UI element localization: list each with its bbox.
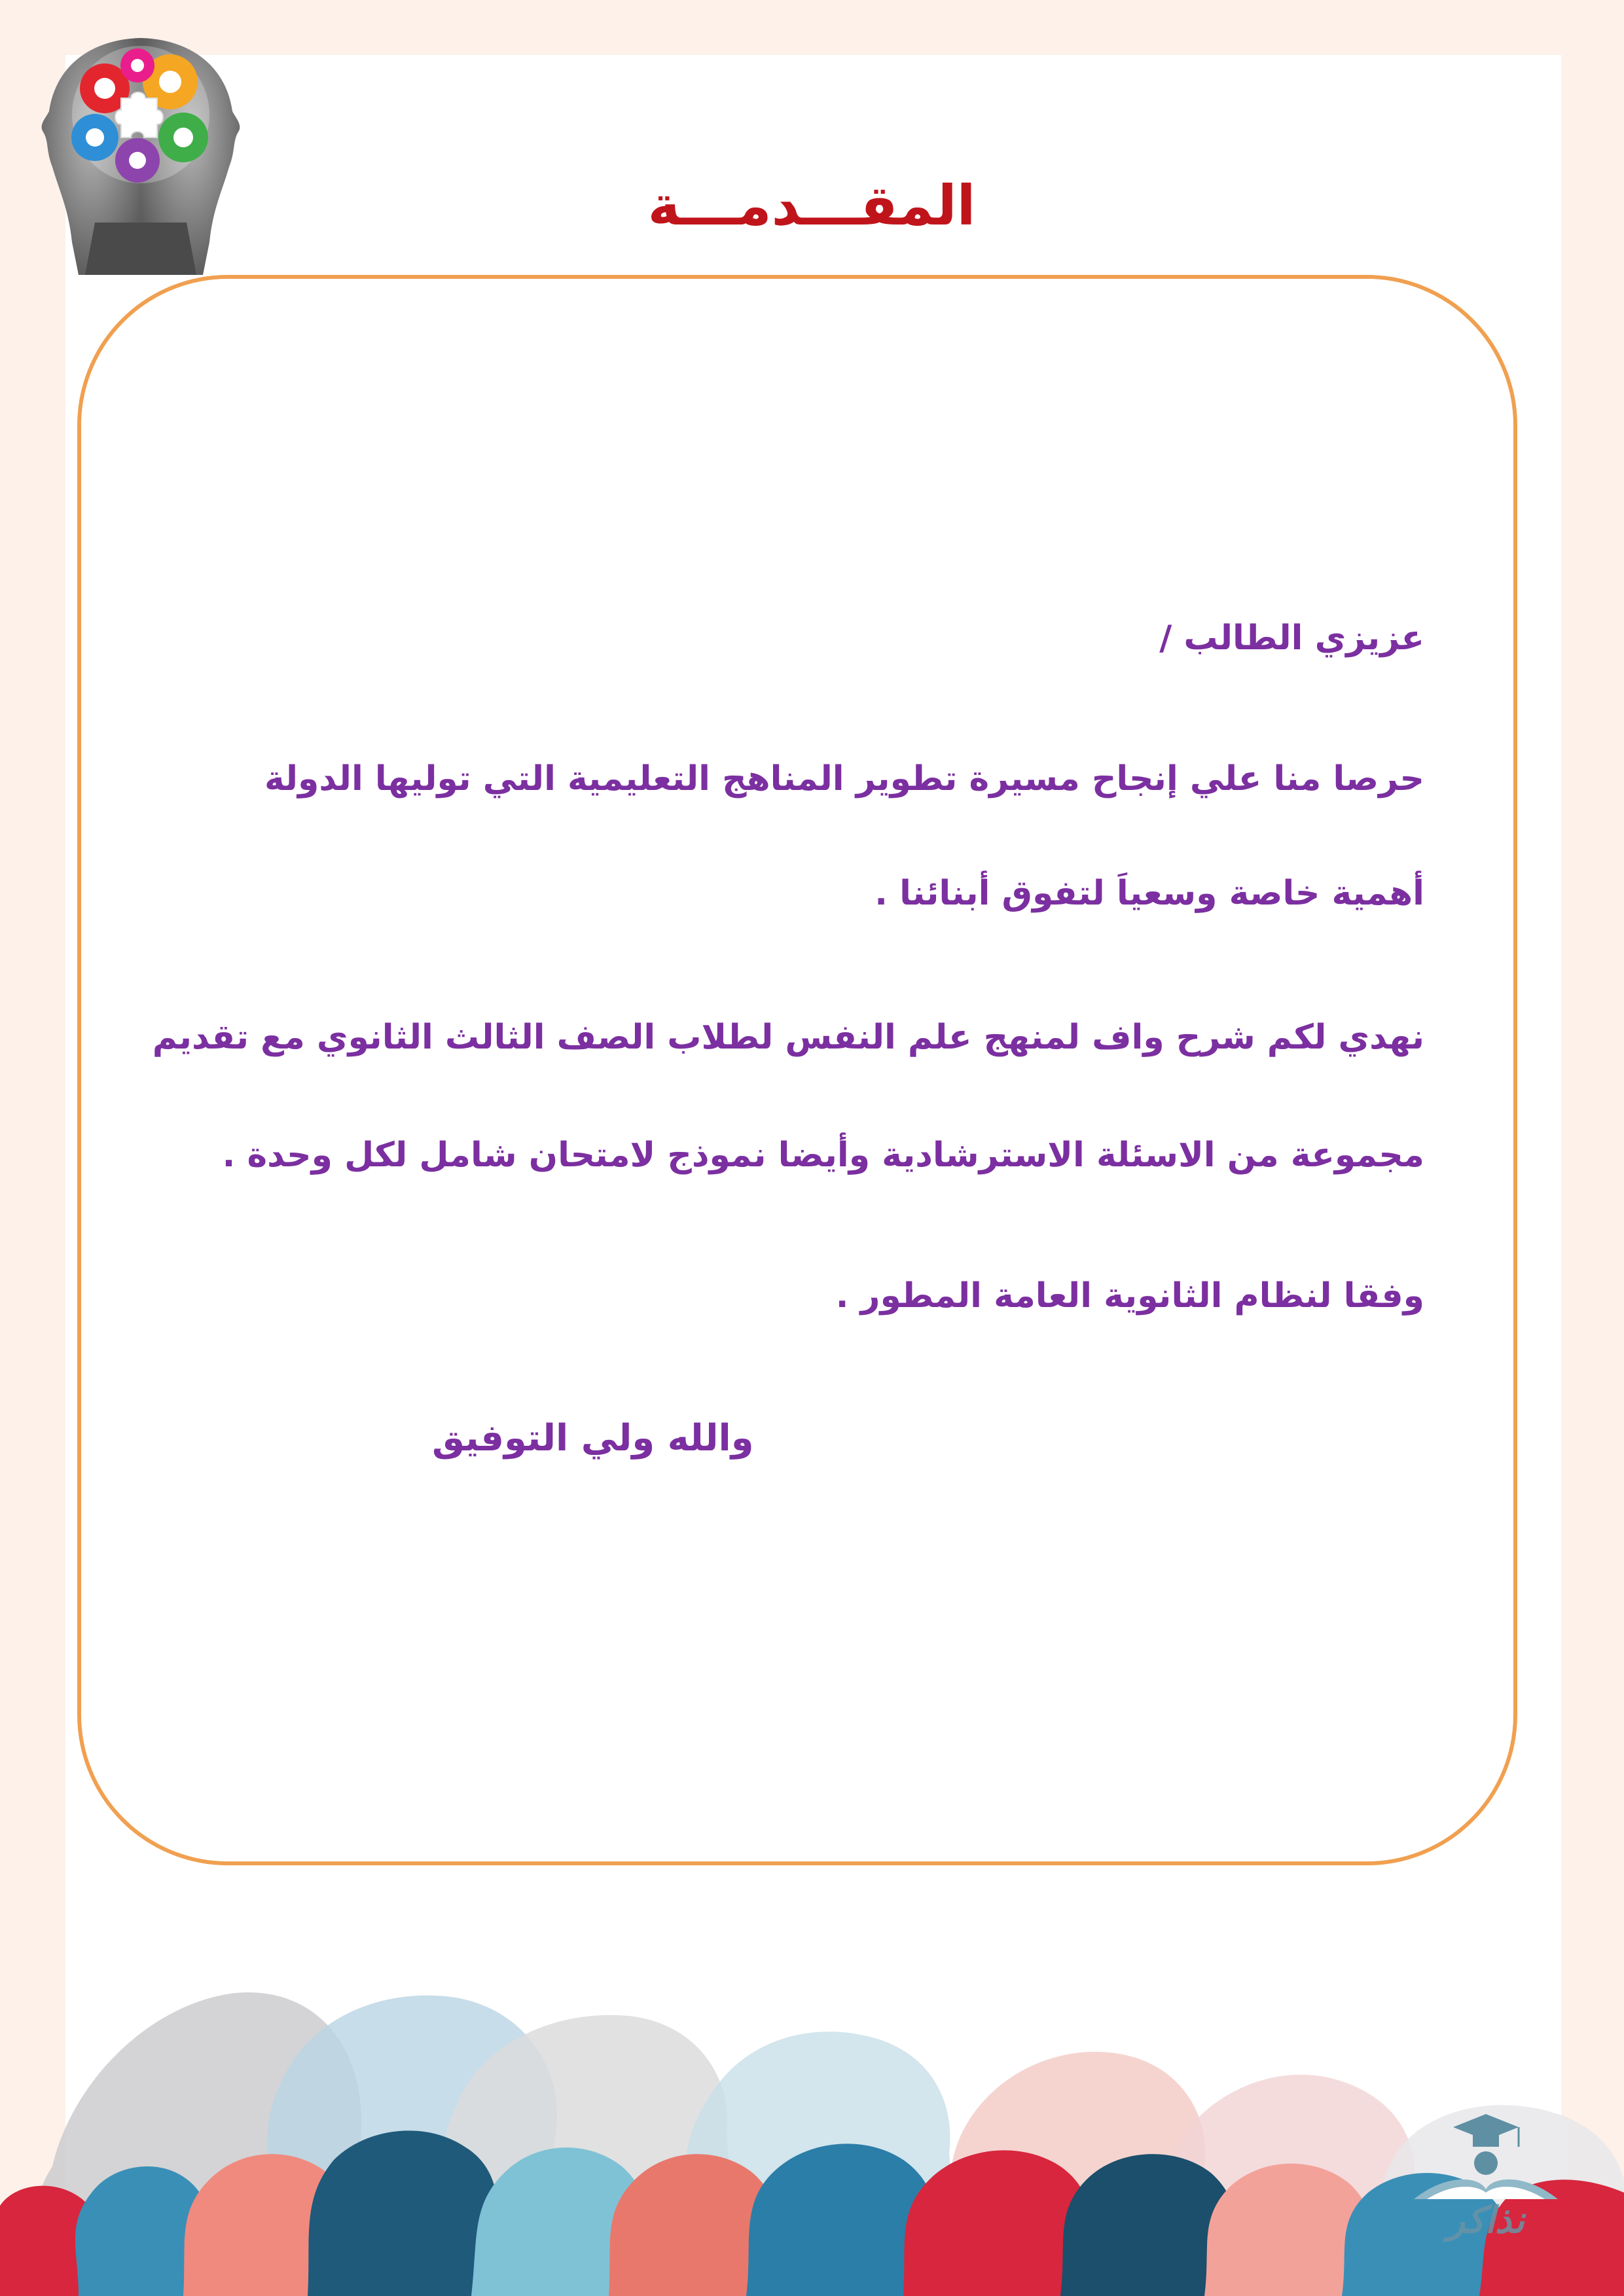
intro-paragraph-line-2: أهمية خاصة وسعياَ لتفوق أبنائنا . bbox=[875, 874, 1424, 913]
greeting-line: عزيزي الطالب / bbox=[1159, 619, 1424, 658]
intro-content-box bbox=[77, 275, 1517, 1865]
intro-paragraph-line-5: وفقا لنظام الثانوية العامة المطور . bbox=[835, 1276, 1424, 1316]
intro-paragraph-line-4: مجموعة من الاسئلة الاسترشادية وأيضا نموذج لامتحان شامل لكل وحدة . bbox=[222, 1136, 1424, 1175]
page-title: المقـــدمـــة bbox=[647, 173, 976, 238]
people-silhouettes-icon bbox=[0, 1931, 1624, 2296]
graduation-cap-book-icon bbox=[1388, 2101, 1584, 2199]
intro-paragraph-line-1: حرصا منا علي إنجاح مسيرة تطوير المناهج التعليمية التي توليها الدولة bbox=[264, 759, 1424, 798]
closing-line: والله ولي التوفيق bbox=[432, 1417, 754, 1460]
head-puzzle-gears-logo-icon bbox=[33, 26, 249, 275]
intro-paragraph-line-3: نهدي لكم شرح واف لمنهج علم النفس لطلاب الصف الثالث الثانوي مع تقديم bbox=[152, 1018, 1424, 1057]
site-watermark bbox=[1388, 2101, 1584, 2245]
watermark-text: نذاكر bbox=[1447, 2199, 1525, 2242]
